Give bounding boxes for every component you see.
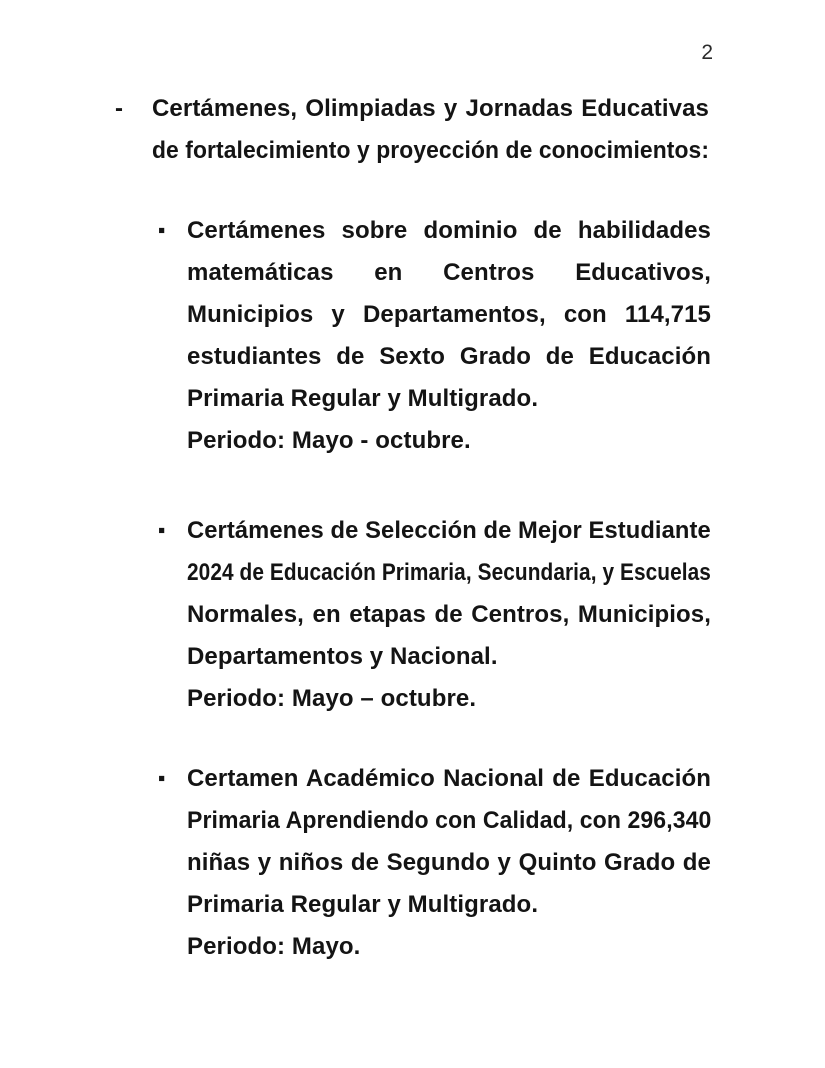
square-bullet-icon: ▪	[158, 767, 166, 790]
text-line: Certámenes sobre dominio de habilidades	[187, 217, 711, 244]
document-body	[0, 88, 825, 968]
text-line: Departamentos y Nacional.	[187, 643, 498, 670]
text-line: Certámenes, Olimpiadas y Jornadas Educativas	[152, 95, 709, 122]
text-line: Certamen Académico Nacional de Educación	[187, 765, 711, 792]
paragraph	[187, 510, 711, 720]
dash-bullet-icon: -	[115, 95, 123, 122]
square-bullet-icon: ▪	[158, 519, 166, 542]
square-bullet-icon: ▪	[158, 219, 166, 242]
text-line: estudiantes de Sexto Grado de Educación	[187, 343, 711, 370]
text-line: Periodo: Mayo.	[187, 933, 361, 960]
text-line: 2024 de Educación Primaria, Secundaria, y Escuelas	[187, 559, 711, 586]
text-line: Primaria Regular y Multigrado.	[187, 385, 539, 412]
text-line: Certámenes de Selección de Mejor Estudiante	[187, 517, 711, 544]
text-line: Normales, en etapas de Centros, Municipios,	[187, 601, 711, 628]
list-item-heading	[115, 88, 710, 172]
text-line: Primaria Regular y Multigrado.	[187, 891, 539, 918]
text-line: Periodo: Mayo – octubre.	[187, 685, 477, 712]
list-item	[158, 510, 711, 720]
page-number: 2	[701, 41, 713, 64]
text-line: Periodo: Mayo - octubre.	[187, 427, 471, 454]
text-line: Municipios y Departamentos, con 114,715	[187, 301, 711, 328]
list-item	[158, 758, 712, 968]
text-line: niñas y niños de Segundo y Quinto Grado de	[187, 849, 711, 876]
text-line: de fortalecimiento y proyección de conocimientos:	[152, 137, 710, 164]
paragraph	[152, 88, 709, 172]
paragraph	[187, 210, 711, 462]
text-line: Primaria Aprendiendo con Calidad, con 296,340	[187, 807, 712, 834]
paragraph	[187, 758, 711, 968]
text-line: matemáticas en Centros Educativos,	[187, 259, 711, 286]
list-item	[158, 210, 711, 462]
